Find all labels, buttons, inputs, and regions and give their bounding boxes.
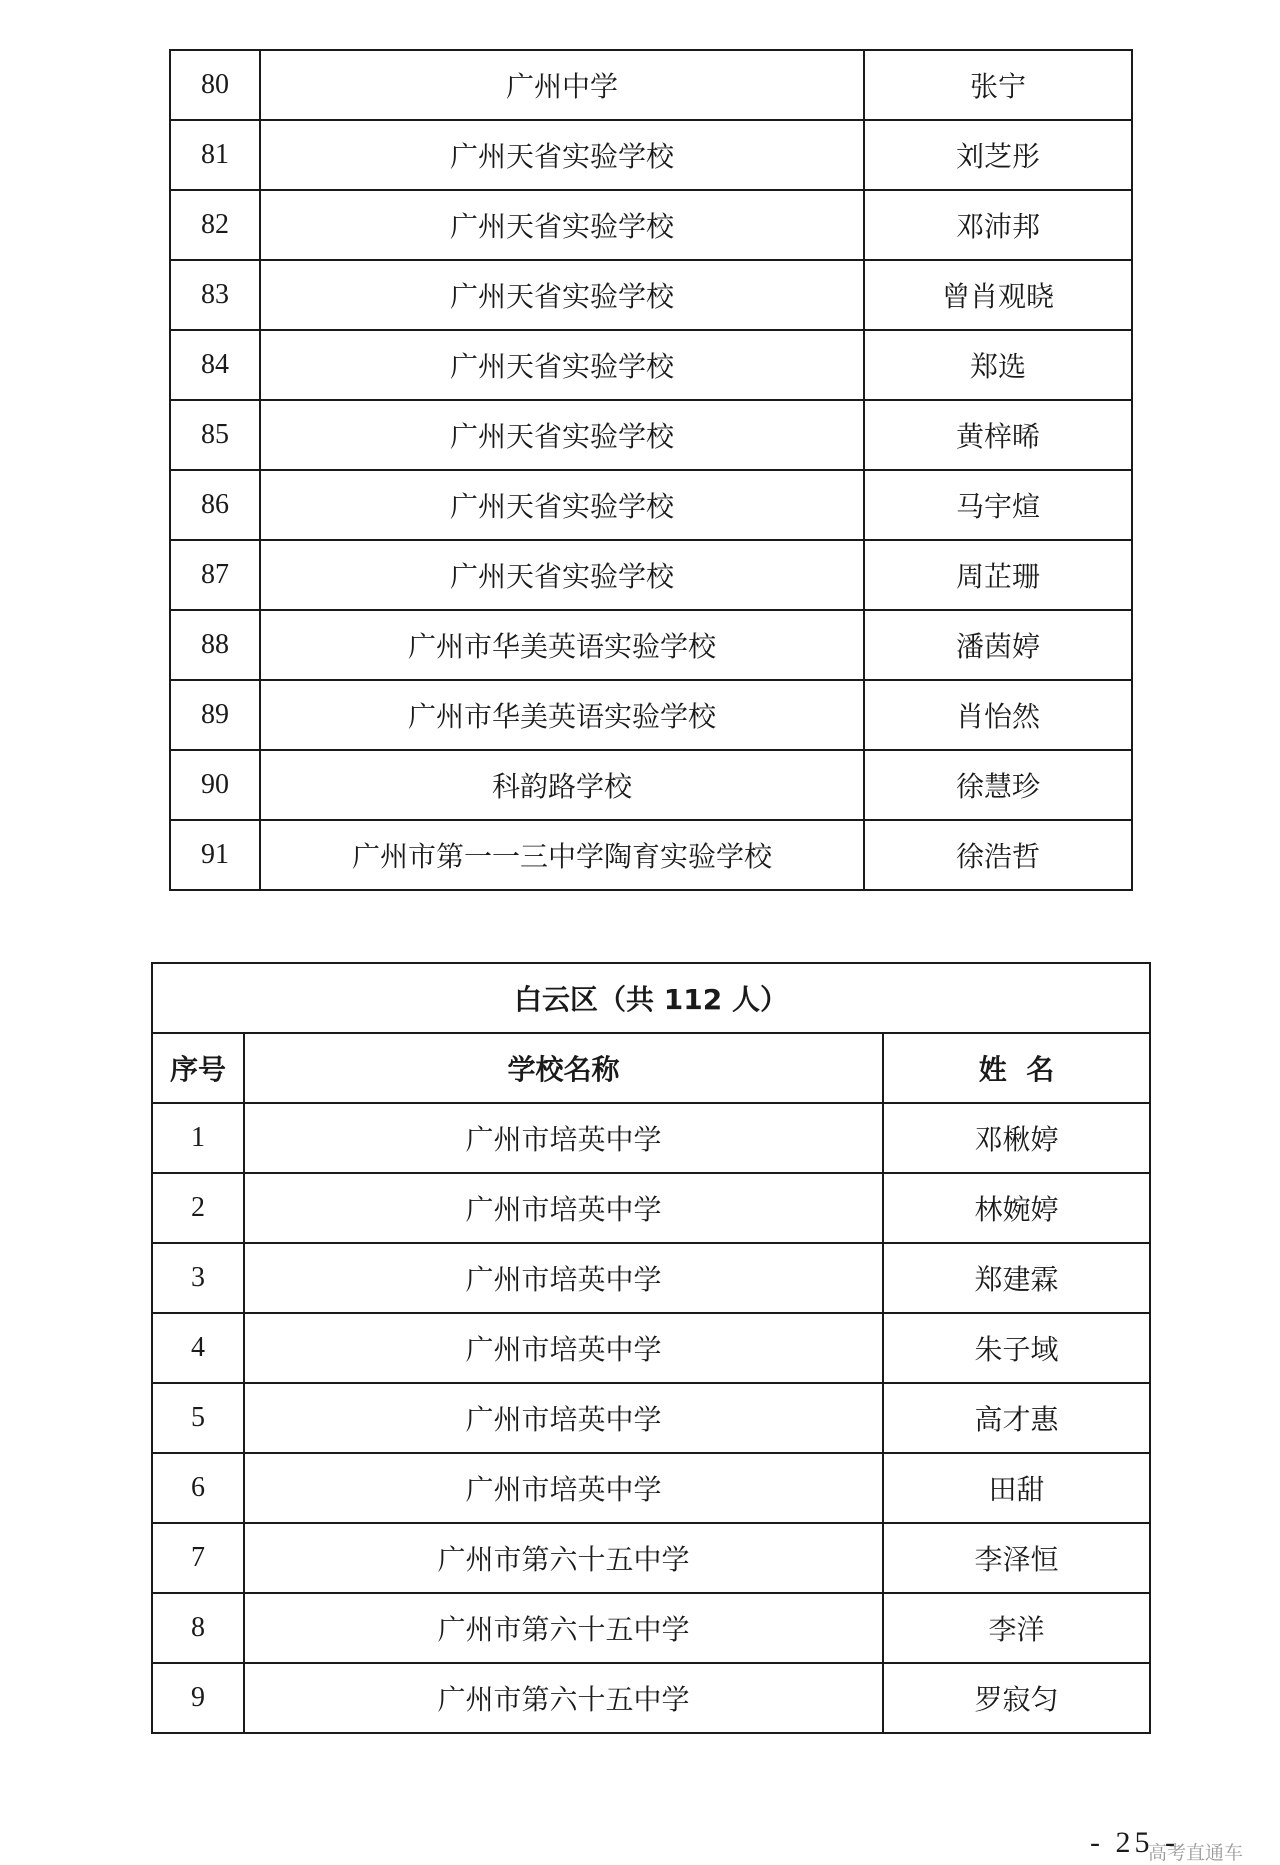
row-index: 84 [170,330,260,400]
header-school: 学校名称 [244,1033,883,1103]
continued-table-body [170,50,1132,890]
row-index: 6 [152,1453,244,1523]
row-school: 广州市培英中学 [244,1453,883,1523]
row-name: 潘茵婷 [864,610,1132,680]
header-name: 姓 名 [883,1033,1150,1103]
row-name: 邓沛邦 [864,190,1132,260]
row-school: 广州市培英中学 [244,1243,883,1313]
row-index: 88 [170,610,260,680]
table-row [170,470,1132,540]
row-name: 李泽恒 [883,1523,1150,1593]
row-name: 周芷珊 [864,540,1132,610]
table-row [170,750,1132,820]
table-row [170,540,1132,610]
table-row [152,1663,1150,1733]
row-index: 81 [170,120,260,190]
table-row [170,610,1132,680]
row-name: 罗寂匀 [883,1663,1150,1733]
row-school: 广州市培英中学 [244,1103,883,1173]
table-row [152,1523,1150,1593]
table-row [170,820,1132,890]
table-row [170,260,1132,330]
table-row [170,190,1132,260]
row-index: 82 [170,190,260,260]
row-index: 5 [152,1383,244,1453]
row-school: 广州市第一一三中学陶育实验学校 [260,820,864,890]
table-row [152,1313,1150,1383]
row-index: 2 [152,1173,244,1243]
table-row [152,1593,1150,1663]
row-index: 7 [152,1523,244,1593]
row-name: 高才惠 [883,1383,1150,1453]
row-school: 广州市第六十五中学 [244,1663,883,1733]
table-row [152,1383,1150,1453]
row-index: 3 [152,1243,244,1313]
baiyun-name-table [151,962,1151,1734]
row-name: 田甜 [883,1453,1150,1523]
table-row [152,1103,1150,1173]
row-school: 广州天省实验学校 [260,120,864,190]
table-row [170,330,1132,400]
row-name: 郑建霖 [883,1243,1150,1313]
row-name: 曾肖观晓 [864,260,1132,330]
row-name: 邓楸婷 [883,1103,1150,1173]
row-school: 广州市华美英语实验学校 [260,680,864,750]
row-school: 广州天省实验学校 [260,470,864,540]
row-name: 李洋 [883,1593,1150,1663]
table-header-row [152,1033,1150,1103]
row-name: 张宁 [864,50,1132,120]
row-name: 徐浩哲 [864,820,1132,890]
row-school: 广州天省实验学校 [260,330,864,400]
row-school: 广州天省实验学校 [260,400,864,470]
row-school: 广州天省实验学校 [260,260,864,330]
row-index: 4 [152,1313,244,1383]
row-school: 科韵路学校 [260,750,864,820]
table-row [170,120,1132,190]
row-index: 8 [152,1593,244,1663]
row-index: 83 [170,260,260,330]
row-school: 广州市培英中学 [244,1313,883,1383]
row-school: 广州市第六十五中学 [244,1523,883,1593]
row-school: 广州市第六十五中学 [244,1593,883,1663]
district-title: 白云区（共 112 人） [152,963,1150,1033]
row-index: 89 [170,680,260,750]
row-name: 郑选 [864,330,1132,400]
row-name: 林婉婷 [883,1173,1150,1243]
row-school: 广州市华美英语实验学校 [260,610,864,680]
row-school: 广州市培英中学 [244,1173,883,1243]
row-index: 87 [170,540,260,610]
row-index: 86 [170,470,260,540]
row-school: 广州中学 [260,50,864,120]
page-number: - 25 - [1090,1826,1179,1859]
table-row [170,680,1132,750]
row-name: 刘芝彤 [864,120,1132,190]
row-name: 肖怡然 [864,680,1132,750]
row-name: 马宇煊 [864,470,1132,540]
row-index: 9 [152,1663,244,1733]
table-row [152,1173,1150,1243]
row-name: 朱子域 [883,1313,1150,1383]
baiyun-table-body [152,963,1150,1733]
row-index: 1 [152,1103,244,1173]
table-row [170,400,1132,470]
table-row [152,1243,1150,1313]
row-index: 80 [170,50,260,120]
row-name: 黄梓晞 [864,400,1132,470]
table-title-row [152,963,1150,1033]
row-index: 85 [170,400,260,470]
row-school: 广州天省实验学校 [260,540,864,610]
continued-name-table [169,49,1133,891]
row-index: 90 [170,750,260,820]
row-index: 91 [170,820,260,890]
row-name: 徐慧珍 [864,750,1132,820]
table-row [152,1453,1150,1523]
row-school: 广州天省实验学校 [260,190,864,260]
table-row [170,50,1132,120]
watermark-text: 高考直通车 [1148,1842,1244,1864]
row-school: 广州市培英中学 [244,1383,883,1453]
header-index: 序号 [152,1033,244,1103]
